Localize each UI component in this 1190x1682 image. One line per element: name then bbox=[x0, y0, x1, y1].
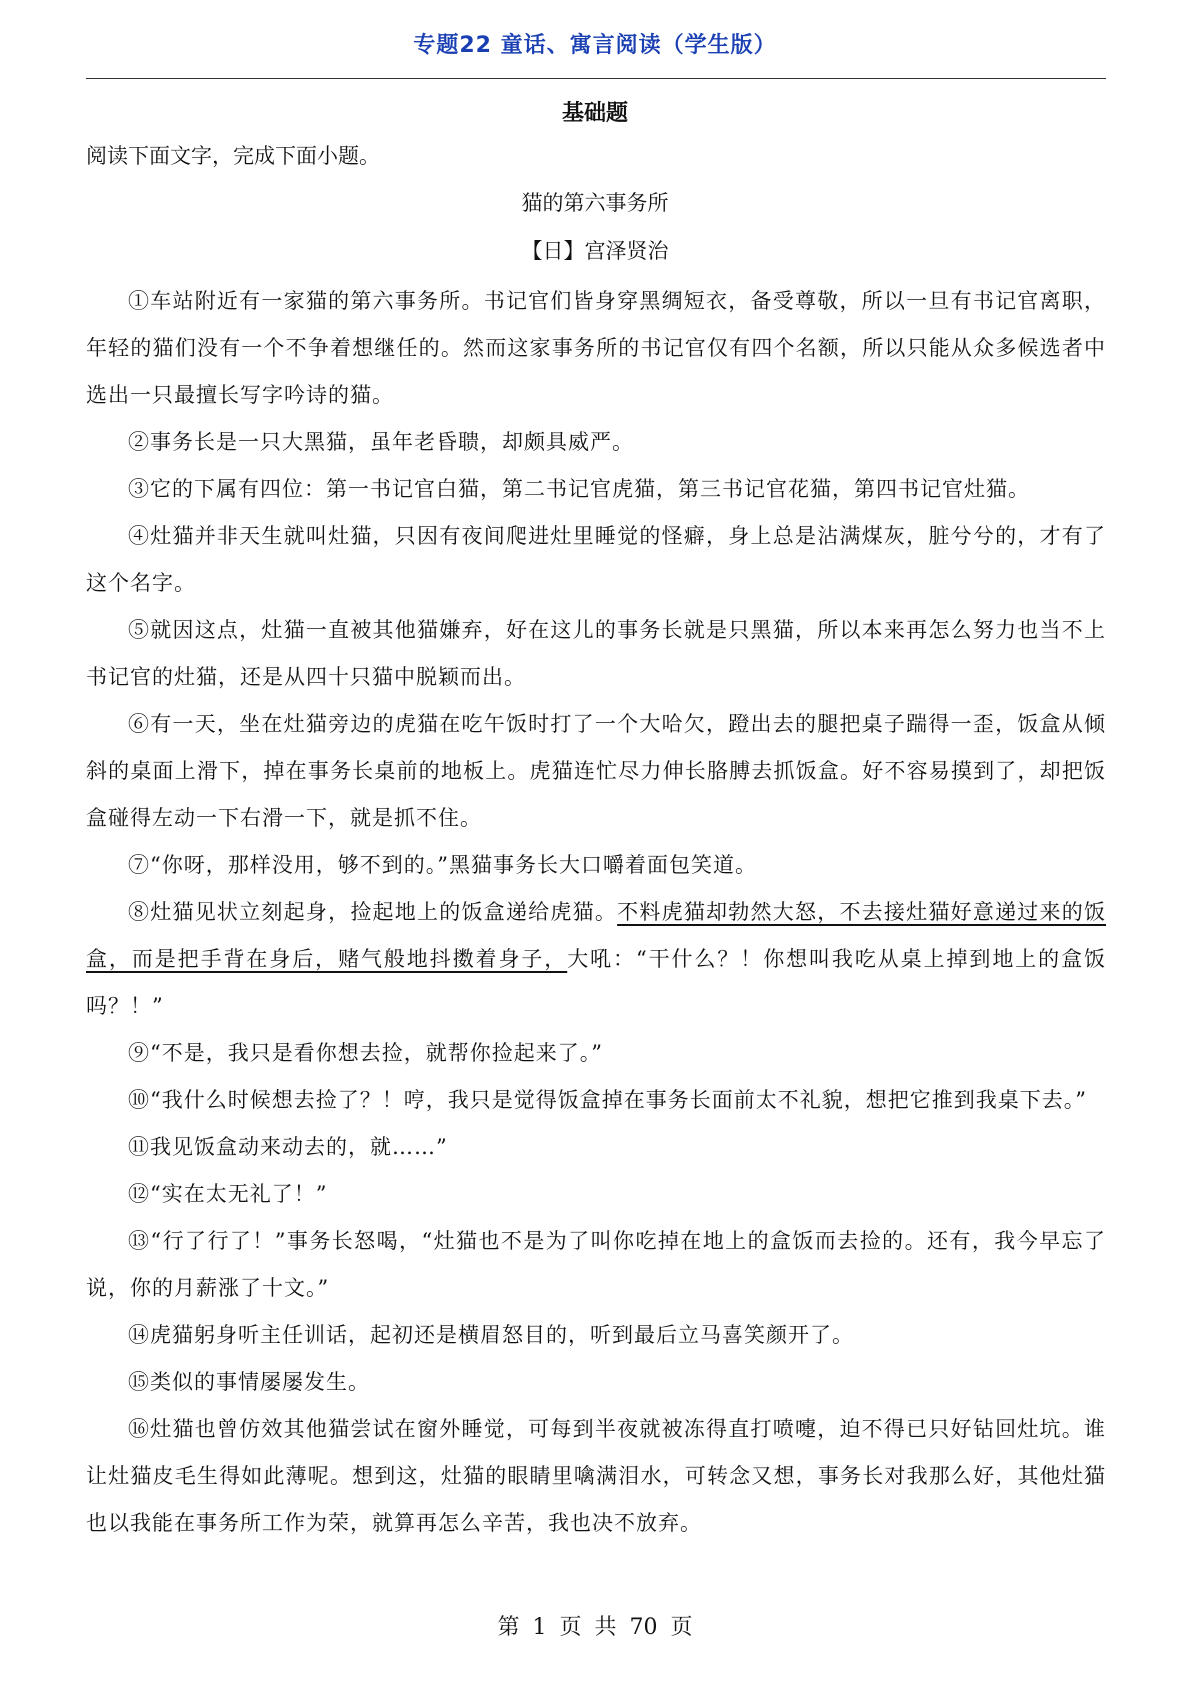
paragraph-8-after: 大吼：“干什么？！你想叫我吃从桌上掉到地上的盒饭吗？！” bbox=[86, 947, 1107, 1018]
paragraph-4: ④灶猫并非天生就叫灶猫，只因有夜间爬进灶里睡觉的怪癖，身上总是沾满煤灰，脏兮兮的，才有了这个名字。 bbox=[86, 524, 1106, 595]
paragraph-7: ⑦“你呀，那样没用，够不到的。”黑猫事务长大口嚼着面包笑道。 bbox=[128, 853, 757, 877]
paragraph-10: ⑩“我什么时候想去捡了？！哼，我只是觉得饭盒掉在事务长面前太不礼貌，想把它推到我桌下去。” bbox=[128, 1088, 1087, 1112]
paragraph-1: ①车站附近有一家猫的第六事务所。书记官们皆身穿黑绸短衣，备受尊敬，所以一旦有书记官离职，年轻的猫们没有一个不争着想继任的。然而这家事务所的书记官仅有四个名额，所以只能从众多候选者中选出一只最擅长写字吟诗的猫。 bbox=[86, 289, 1106, 407]
header-divider bbox=[86, 78, 1106, 79]
paragraph-9: ⑨“不是，我只是看你想去捡，就帮你捡起来了。” bbox=[128, 1041, 603, 1065]
story-title: 猫的第六事务所 bbox=[521, 191, 669, 215]
paragraph-2: ②事务长是一只大黑猫，虽年老昏聩，却颇具威严。 bbox=[128, 430, 634, 454]
paragraph-3: ③它的下属有四位：第一书记官白猫，第二书记官虎猫，第三书记官花猫，第四书记官灶猫。 bbox=[128, 477, 1030, 501]
section-title: 基础题 bbox=[561, 101, 628, 126]
paragraph-11: ⑪我见饭盒动来动去的，就……” bbox=[128, 1135, 448, 1159]
paragraph-6: ⑥有一天，坐在灶猫旁边的虎猫在吃午饭时打了一个大哈欠，蹬出去的腿把桌子踹得一歪，饭盒从倾斜的桌面上滑下，掉在事务长桌前的地板上。虎猫连忙尽力伸长胳膊去抓饭盒。好不容易摸到了，却把饭盒碰得左动一下右滑一下，就是抓不住。 bbox=[86, 712, 1106, 830]
paragraph-14: ⑭虎猫躬身听主任训话，起初还是横眉怒目的，听到最后立马喜笑颜开了。 bbox=[128, 1323, 854, 1347]
reading-instruction: 阅读下面文字，完成下面小题。 bbox=[86, 144, 380, 168]
paragraph-5: ⑤就因这点，灶猫一直被其他猫嫌弃，好在这儿的事务长就是只黑猫，所以本来再怎么努力也当不上书记官的灶猫，还是从四十只猫中脱颖而出。 bbox=[86, 618, 1106, 689]
paragraph-8-before: ⑧灶猫见状立刻起身，捡起地上的饭盒递给虎猫。 bbox=[128, 900, 618, 924]
story-body bbox=[86, 278, 1106, 1547]
paragraph-12: ⑫“实在太无礼了！” bbox=[128, 1182, 328, 1206]
paragraph-16: ⑯灶猫也曾仿效其他猫尝试在窗外睡觉，可每到半夜就被冻得直打喷嚏，迫不得已只好钻回灶坑。谁让灶猫皮毛生得如此薄呢。想到这，灶猫的眼睛里噙满泪水，可转念又想，事务长对我那么好，其他灶猫也以我能在事务所工作为荣，就算再怎么辛苦，我也决不放弃。 bbox=[86, 1417, 1106, 1535]
paragraph-8 bbox=[86, 889, 1106, 1030]
paragraph-15: ⑮类似的事情屡屡发生。 bbox=[128, 1370, 370, 1394]
story-author: 【日】宫泽贤治 bbox=[521, 239, 669, 263]
page-number: 第 1 页 共 70 页 bbox=[497, 1615, 693, 1640]
underlined-sentence: 不料虎猫却勃然大怒，不去接灶猫好意递过来的饭盒，而是把手背在身后，赌气般地抖擞着身子， bbox=[86, 900, 1107, 971]
document-header: 专题22 童话、寓言阅读（学生版） bbox=[413, 33, 777, 58]
paragraph-13: ⑬“行了行了！”事务长怒喝，“灶猫也不是为了叫你吃掉在地上的盒饭而去捡的。还有，我今早忘了说，你的月薪涨了十文。” bbox=[86, 1229, 1106, 1300]
